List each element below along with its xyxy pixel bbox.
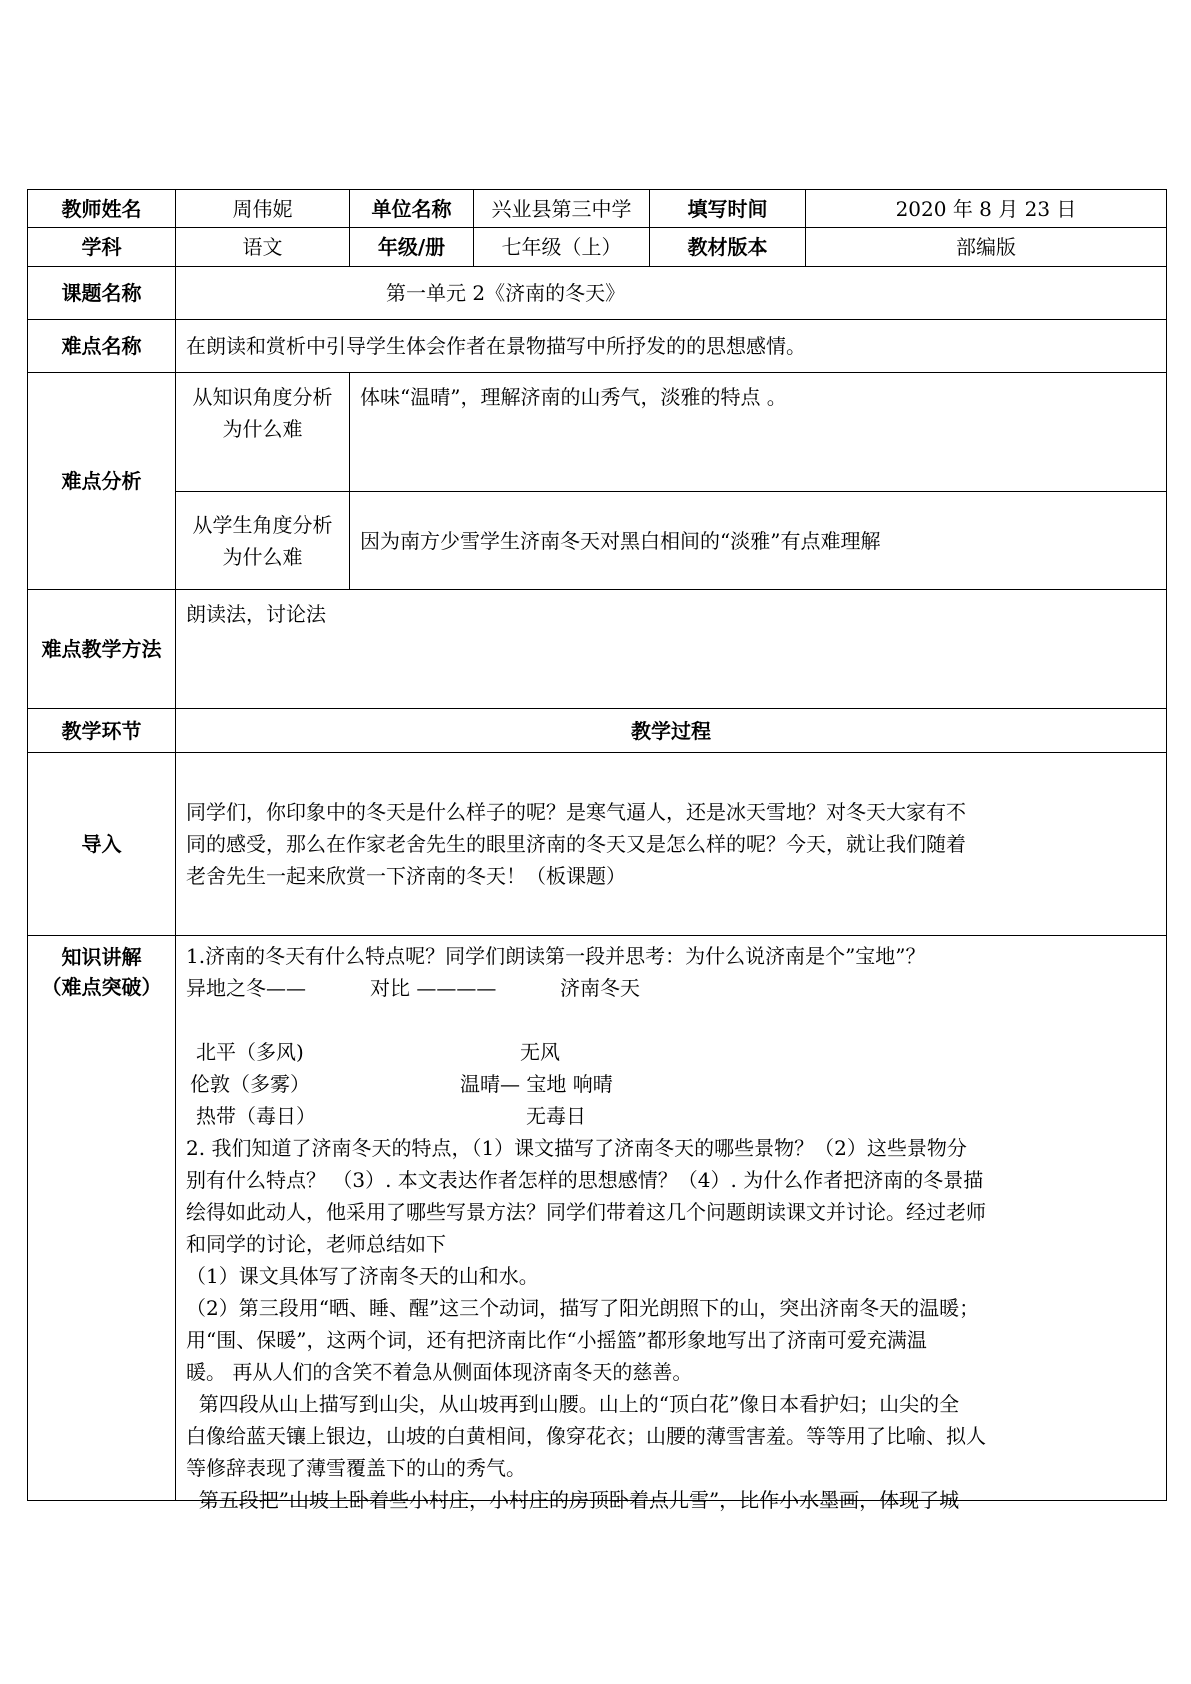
knowledge-label-1: 知识讲解 [61,945,142,969]
city-left: 伦敦（多雾） [190,1072,310,1096]
knowledge-body [176,936,1167,1512]
compare-left: 异地之冬—— [186,976,306,1000]
edition-value: 部编版 [806,228,1167,267]
knowledge-label-2: （难点突破） [41,975,162,999]
process-label: 教学过程 [176,709,1167,753]
knowledge-line: 第四段从山上描写到山尖，从山坡再到山腰。山上的“顶白花”像日本看护妇；山尖的全 [186,1392,960,1416]
knowledge-line: 第五段把”山坡上卧着些小村庄，小村庄的房顶卧着点儿雪”，比作小水墨画，体现了城 [186,1488,960,1512]
difficulty-label: 难点名称 [28,320,176,373]
city-right: 温晴— 宝地 响晴 [460,1072,613,1096]
compare-mid: 对比 ———— [370,976,497,1000]
knowledge-line: 别有什么特点？ （3）. 本文表达作者怎样的思想感情？（4）. 为什么作者把济南的冬景描 [186,1168,984,1192]
knowledge-line: 绘得如此动人，他采用了哪些写景方法？同学们带着这几个问题朗读课文并讨论。经过老师 [186,1200,986,1224]
city-left: 北平（多风) [196,1040,304,1064]
edition-label: 教材版本 [650,228,806,267]
topic-value: 第一单元 2《济南的冬天》 [176,267,1167,320]
analysis-student-label [176,492,350,590]
lesson-plan-table [27,189,1167,1512]
topic-label: 课题名称 [28,267,176,320]
city-left: 热带（毒日） [196,1104,316,1128]
knowledge-label [28,936,176,1501]
row-method [28,590,1167,709]
analysis-student-value: 因为南方少雪学生济南冬天对黑白相间的“淡雅”有点难理解 [350,492,1167,590]
subject-value: 语文 [176,228,350,267]
compare-right: 济南冬天 [560,976,640,1000]
date-value: 2020 年 8 月 23 日 [806,190,1167,228]
subject-label: 学科 [28,228,176,267]
city-right: 无风 [520,1040,560,1064]
difficulty-value: 在朗读和赏析中引导学生体会作者在景物描写中所抒发的的思想感情。 [176,320,1167,373]
analysis-knowledge-value: 体味“温晴”，理解济南的山秀气，淡雅的特点 。 [350,373,1167,492]
row-analysis-knowledge [28,373,1167,492]
analysis-knowledge-label-2: 为什么难 [222,417,303,441]
row-process-header [28,709,1167,753]
analysis-label: 难点分析 [28,373,176,590]
knowledge-question-1: 1.济南的冬天有什么特点呢？同学们朗读第一段并思考：为什么说济南是个”宝地”？ [186,944,926,968]
compare-row [186,972,1158,1004]
analysis-student-label-2: 为什么难 [222,544,303,569]
city-right: 无毒日 [526,1104,586,1128]
city-row [186,1036,1158,1068]
analysis-knowledge-label-1: 从知识角度分析 [192,385,333,409]
stage-label: 教学环节 [28,709,176,753]
grade-value: 七年级（上） [474,228,650,267]
row-teacher [28,190,1167,228]
intro-line: 同的感受，那么在作家老舍先生的眼里济南的冬天又是怎么样的呢？今天，就让我们随着 [186,832,966,856]
knowledge-line: 2. 我们知道了济南冬天的特点，（1）课文描写了济南冬天的哪些景物？（2）这些景物分 [186,1136,967,1160]
row-intro [28,753,1167,936]
city-row [186,1068,1158,1100]
city-row [186,1100,1158,1132]
grade-label: 年级/册 [350,228,474,267]
knowledge-line: 暖。 再从人们的含笑不着急从侧面体现济南冬天的慈善。 [186,1360,693,1384]
unit-value: 兴业县第三中学 [474,190,650,228]
knowledge-line: 和同学的讨论，老师总结如下 [186,1232,446,1256]
row-analysis-student [28,492,1167,590]
intro-body [176,753,1167,936]
blank-row [186,1004,1158,1036]
method-label: 难点教学方法 [28,590,176,709]
knowledge-line: 白像给蓝天镶上银边，山坡的白黄相间，像穿花衣；山腰的薄雪害羞。等等用了比喻、拟人 [186,1424,986,1448]
analysis-student-label-1: 从学生角度分析 [192,512,333,537]
knowledge-line: （2）第三段用“晒、睡、醒”这三个动词，描写了阳光朗照下的山，突出济南冬天的温暖； [186,1296,980,1320]
date-label: 填写时间 [650,190,806,228]
knowledge-line: （1）课文具体写了济南冬天的山和水。 [186,1264,539,1288]
intro-line: 同学们，你印象中的冬天是什么样子的呢？是寒气逼人，还是冰天雪地？对冬天大家有不 [186,800,966,824]
method-value: 朗读法，讨论法 [176,590,1167,709]
teacher-value: 周伟妮 [176,190,350,228]
teacher-label: 教师姓名 [28,190,176,228]
row-topic [28,267,1167,320]
knowledge-line: 等修辞表现了薄雪覆盖下的山的秀气。 [186,1456,526,1480]
intro-line: 老舍先生一起来欣赏一下济南的冬天！（板课题） [186,864,626,888]
row-knowledge [28,936,1167,1501]
unit-label: 单位名称 [350,190,474,228]
intro-label: 导入 [28,753,176,936]
row-subject [28,228,1167,267]
knowledge-line: 用“围、保暖”，这两个词，还有把济南比作“小摇篮”都形象地写出了济南可爱充满温 [186,1328,927,1352]
row-difficulty [28,320,1167,373]
analysis-knowledge-label [176,373,350,492]
